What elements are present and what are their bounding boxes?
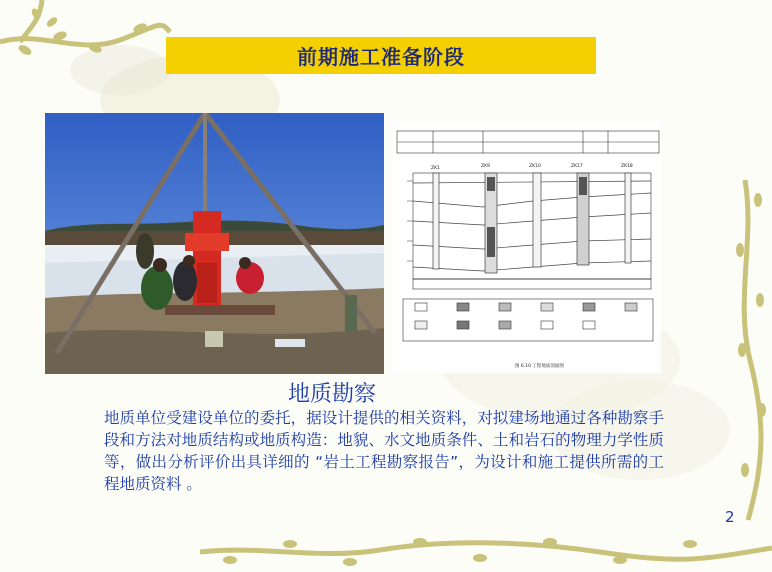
section-heading: 地质勘察 [288, 382, 377, 407]
body-paragraph: 地质单位受建设单位的委托，据设计提供的相关资料，对拟建场地通过各种勘察手段和方法对地质结构或地质构造：地貌、水文地质条件、土和岩石的物理力学性质等，做出分析评价出具详细的 “岩土工程勘察报告”，为设计和施工提供所需的工程地质资料 。 [104, 409, 664, 493]
borehole-label-5: ZK18 [621, 164, 633, 169]
title-bar [166, 37, 596, 74]
borehole-label-1: ZK1 [431, 166, 440, 171]
borehole-label-2: ZK9 [481, 164, 490, 169]
borehole-label-4: ZK17 [571, 164, 583, 169]
page-number: 2 [725, 508, 735, 526]
geological-section-diagram [393, 121, 661, 373]
drilling-rig-photo [45, 113, 384, 374]
diagram-caption: 图 6.10 工程地质剖面图 [515, 364, 564, 369]
slide-title: 前期施工准备阶段 [297, 45, 465, 69]
borehole-label-3: ZK10 [529, 164, 541, 169]
